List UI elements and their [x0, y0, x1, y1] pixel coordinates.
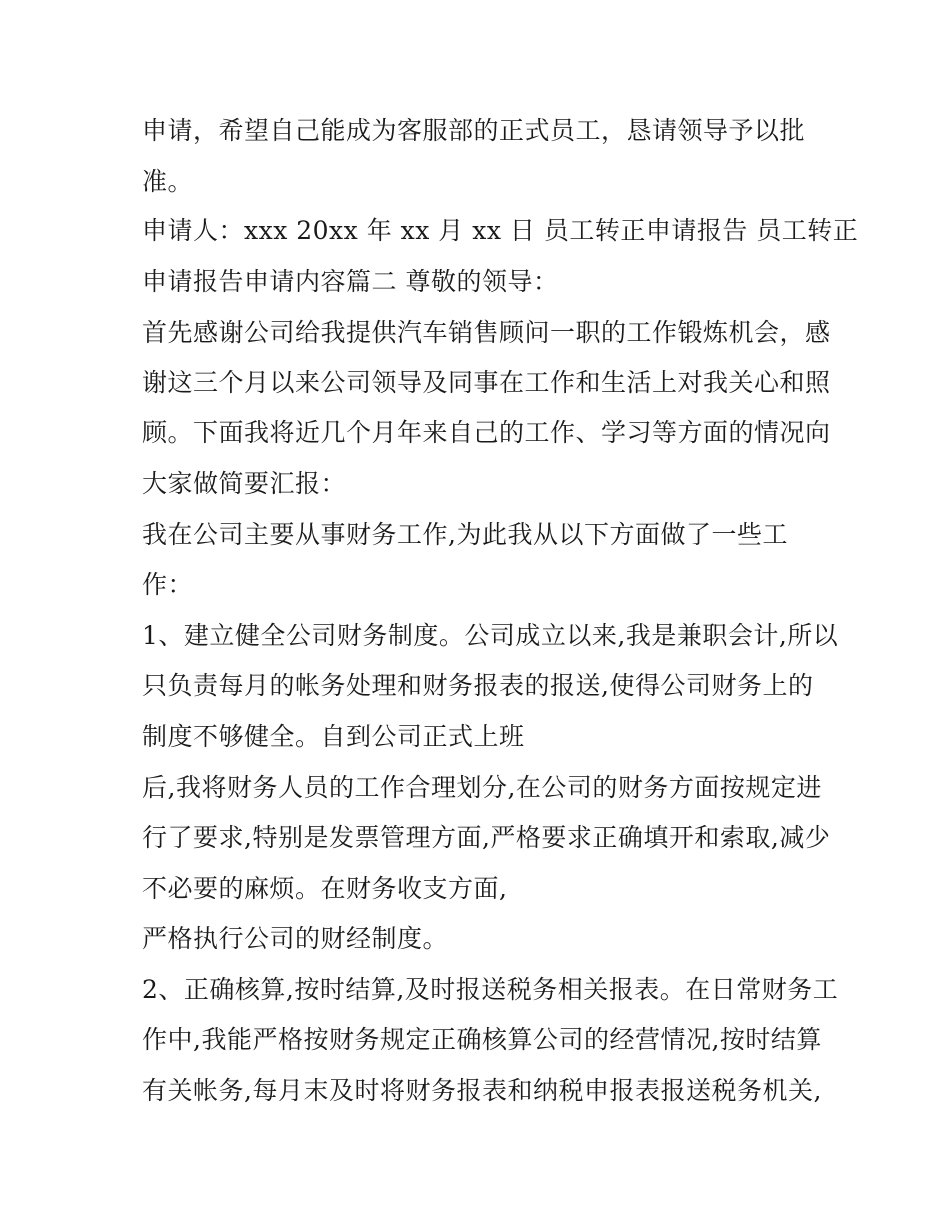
text-line: 谢这三个月以来公司领导及同事在工作和生活上对我关心和照 — [142, 368, 831, 397]
text-line: 有关帐务,每月末及时将财务报表和纳税申报表报送税务机关, — [142, 1076, 822, 1105]
text-line: 严格执行公司的财经制度。 — [142, 924, 449, 953]
text-line: 作中,我能严格按财务规定正确核算公司的经营情况,按时结算 — [142, 1025, 822, 1054]
text-line: 后,我将财务人员的工作合理划分,在公司的财务方面按规定进 — [142, 773, 822, 802]
text-line: 申请人：xxx 20xx 年 xx 月 xx 日 员工转正申请报告 员工转正 — [142, 216, 859, 245]
text-line: 准。 — [142, 167, 194, 196]
text-line: 我在公司主要从事财务工作,为此我从以下方面做了一些工 — [142, 520, 788, 549]
text-line: 制度不够健全。自到公司正式上班 — [142, 722, 525, 751]
text-line: 大家做简要汇报： — [142, 469, 347, 498]
text-line: 1、建立健全公司财务制度。公司成立以来,我是兼职会计,所以 — [142, 621, 839, 650]
text-line: 只负责每月的帐务处理和财务报表的报送,使得公司财务上的 — [142, 671, 814, 700]
text-line: 不必要的麻烦。在财务收支方面, — [142, 874, 508, 903]
text-line: 2、正确核算,按时结算,及时报送税务相关报表。在日常财务工 — [142, 975, 839, 1004]
text-line: 行了要求,特别是发票管理方面,严格要求正确填开和索取,减少 — [142, 823, 831, 852]
text-line: 顾。下面我将近几个月年来自己的工作、学习等方面的情况向 — [142, 418, 831, 447]
text-line: 作： — [142, 570, 194, 599]
text-line: 申请报告申请内容篇二 尊敬的领导： — [142, 267, 559, 296]
text-line: 申请，希望自己能成为客服部的正式员工，恳请领导予以批 — [142, 116, 806, 145]
text-line: 首先感谢公司给我提供汽车销售顾问一职的工作锻炼机会，感 — [142, 318, 831, 347]
